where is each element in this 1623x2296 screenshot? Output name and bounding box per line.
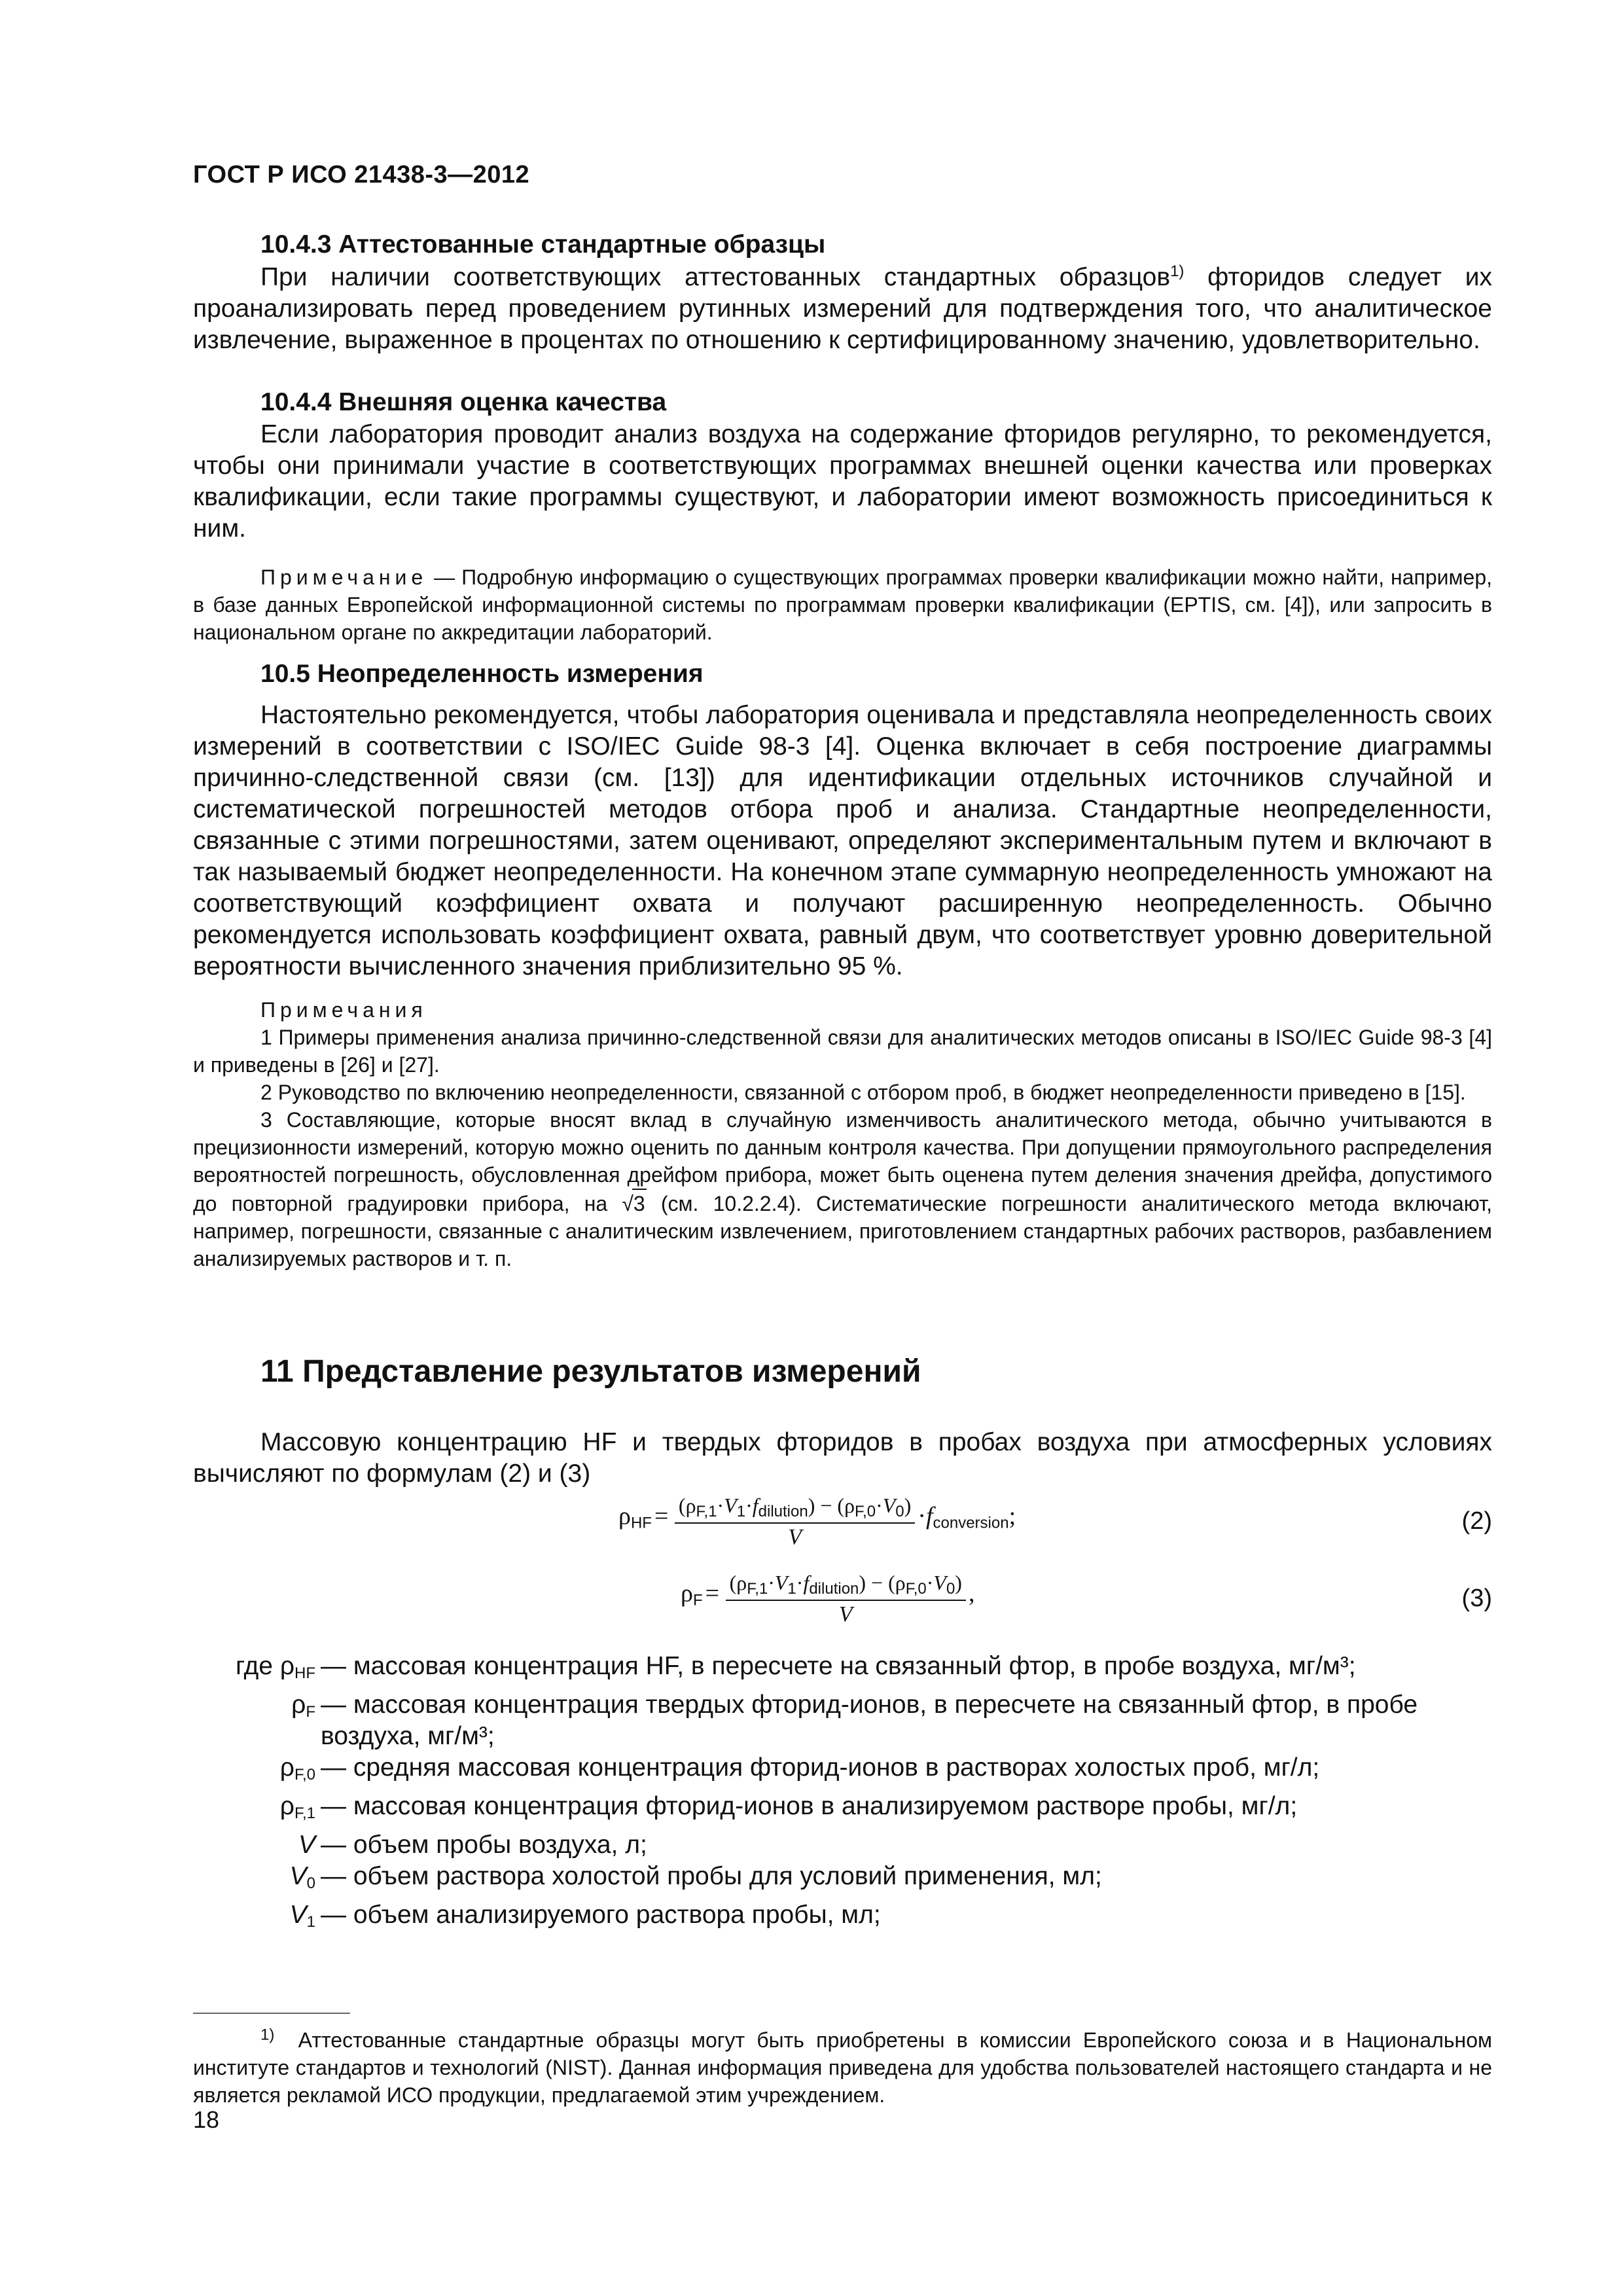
section-11-intro: Массовую концентрацию HF и твердых фторидов в пробах воздуха при атмосферных условиях вычисляют по формулам (2) и (3)	[193, 1428, 1492, 1488]
sqrt-symbol: √	[622, 1192, 633, 1215]
section-10-4-4-heading: 10.4.4 Внешняя оценка качества	[260, 388, 667, 416]
formula-2: ρHF = $\frac{(\rho_{F,1}\cdot V_1\cdot f_{dilution}) - (\rho_{F,0}\cdot V_0)}{V}$ ·fconversion;	[618, 1494, 1016, 1549]
s1043-text-b: фторидов следует их проанализировать перед проведением рутинных измерений для подтверждения того, что аналитическое извлечение, выраженное в процентах по отношению к сертифицированному значению, удовлетворительно.	[193, 263, 1492, 354]
document-code: ГОСТ Р ИСО 21438-3—2012	[193, 161, 530, 188]
definition-rho-f: $\rho_F$ — массовая концентрация твердых фторид-ионов, в пересчете на связанный фтор, в пробе воздуха, мг/м³;	[291, 1691, 1418, 1750]
equation-number-3: (3)	[1461, 1585, 1492, 1612]
note-label: Примечание	[260, 565, 428, 589]
definition-rho-f1: $\rho_{F,1}$ — массовая концентрация фторид-ионов в анализируемом растворе пробы, мг/л;	[279, 1792, 1298, 1822]
footnote-separator	[193, 2013, 350, 2014]
section-10-5-notes	[193, 996, 1492, 1272]
section-10-5-heading: 10.5 Неопределенность измерения	[260, 660, 704, 688]
section-10-4-3-text	[193, 262, 1492, 356]
note-1: 1 Примеры применения анализа причинно-следственной связи для аналитических методов описаны в ISO/IEC Guide 98-3 [4] и приведены в [26] и [27].	[193, 1026, 1492, 1077]
definition-v0: $V_0$ — объем раствора холостой пробы для условий применения, мл;	[289, 1862, 1102, 1892]
s1043-text-a: При наличии соответствующих аттестованных стандартных образцов	[260, 263, 1171, 291]
page-number: 18	[193, 2106, 220, 2133]
section-11-heading: 11 Представление результатов измерений	[260, 1354, 921, 1389]
formula-3: ρF = $\frac{(\rho_{F,1}\cdot V_1\cdot f_{dilution}) - (\rho_{F,0}\cdot V_0)}{V}$ ,	[681, 1571, 975, 1626]
definition-v1: $V_1$ — объем анализируемого раствора пробы, мл;	[289, 1901, 881, 1931]
section-10-4-4-note: Примечание — Подробную информацию о существующих программах проверки квалификации можно найти, например, в базе данных Европейской информационной системы по программам проверки квалификации (EPTIS, см. [4]), или запросить в национальном органе по аккредитации лабораторий.	[193, 565, 1492, 644]
equation-number-2: (2)	[1461, 1507, 1492, 1535]
definition-rho-f0: $\rho_{F,0}$ — средняя массовая концентрация фторид-ионов в растворах холостых проб, мг/л;	[279, 1753, 1320, 1784]
footnote-mark: 1)	[260, 2026, 275, 2044]
footnote-ref: 1)	[1170, 262, 1185, 280]
formula-2-fraction: $\frac{(\rho_{F,1}\cdot V_1\cdot f_{dilution}) - (\rho_{F,0}\cdot V_0)}{V}$	[675, 1494, 915, 1550]
section-10-5-text: Настоятельно рекомендуется, чтобы лаборатория оценивала и представляла неопределенность своих измерений в соответствии с ISO/IEC Guide 98-3 [4]. Оценка включает в себя построение диаграммы причинно-следственной связи (см. [13]) для идентификации отдельных источников случайной и систематической погрешностей методов отбора проб и анализа. Стандартные неопределенности, связанные с этими погрешностями, затем оценивают, определяют экспериментальным путем и включают в так называемый бюджет неопределенности. На конечном этапе суммарную неопределенность умножают на соответствующий коэффициент охвата и получают расширенную неопределенность. Обычно рекомендуется использовать коэффициент охвата, равный двум, что соответствует уровню доверительной вероятности вычисленного значения приблизительно 95 %.	[193, 701, 1492, 980]
definition-v: V — объем пробы воздуха, л;	[298, 1831, 647, 1859]
formula-3-fraction: $\frac{(\rho_{F,1}\cdot V_1\cdot f_{dilution}) - (\rho_{F,0}\cdot V_0)}{V}$	[726, 1571, 966, 1627]
note-3: 3 Составляющие, которые вносят вклад в случайную изменчивость аналитического метода, обычно учитываются в прецизионности измерений, которую можно оценить по данным контроля качества. При допущении прямоугольного распределения вероятностей погрешность, обусловленная дрейфом прибора, может быть оценена путем деления значения дрейфа, допустимого до повторной градуировки прибора, на √3 (см. 10.2.2.4). Систематические погрешности аналитического метода включают, например, погрешности, связанные с аналитическим извлечением, приготовлением стандартных рабочих растворов, разбавлением анализируемых растворов и т. п.	[193, 1108, 1493, 1270]
section-10-4-3-heading: 10.4.3 Аттестованные стандартные образцы	[260, 230, 826, 259]
note-2: 2 Руководство по включению неопределенности, связанной с отбором проб, в бюджет неопределенности приведено в [15].	[260, 1081, 1466, 1104]
notes-label: Примечания	[260, 998, 427, 1022]
symbol-definitions	[193, 1651, 1502, 1938]
definition-rho-hf: где $\rho_{HF}$ — массовая концентрация HF, в пересчете на связанный фтор, в пробе воздуха, мг/м³;	[236, 1652, 1356, 1682]
section-10-4-4-text: Если лаборатория проводит анализ воздуха на содержание фторидов регулярно, то рекомендуется, чтобы они принимали участие в соответствующих программах внешней оценки качества или проверках квалификации, если такие программы существуют, и лаборатории имеют возможность присоединиться к ним.	[193, 420, 1492, 543]
footnote: $^{1)}$ Аттестованные стандартные образцы могут быть приобретены в комиссии Европейского союза и в Национальном институте стандартов и технологий (NIST). Данная информация приведена для удобства пользователей настоящего стандарта и не является рекламой ИСО продукции, предлагаемой этим учреждением.	[193, 2026, 1493, 2107]
